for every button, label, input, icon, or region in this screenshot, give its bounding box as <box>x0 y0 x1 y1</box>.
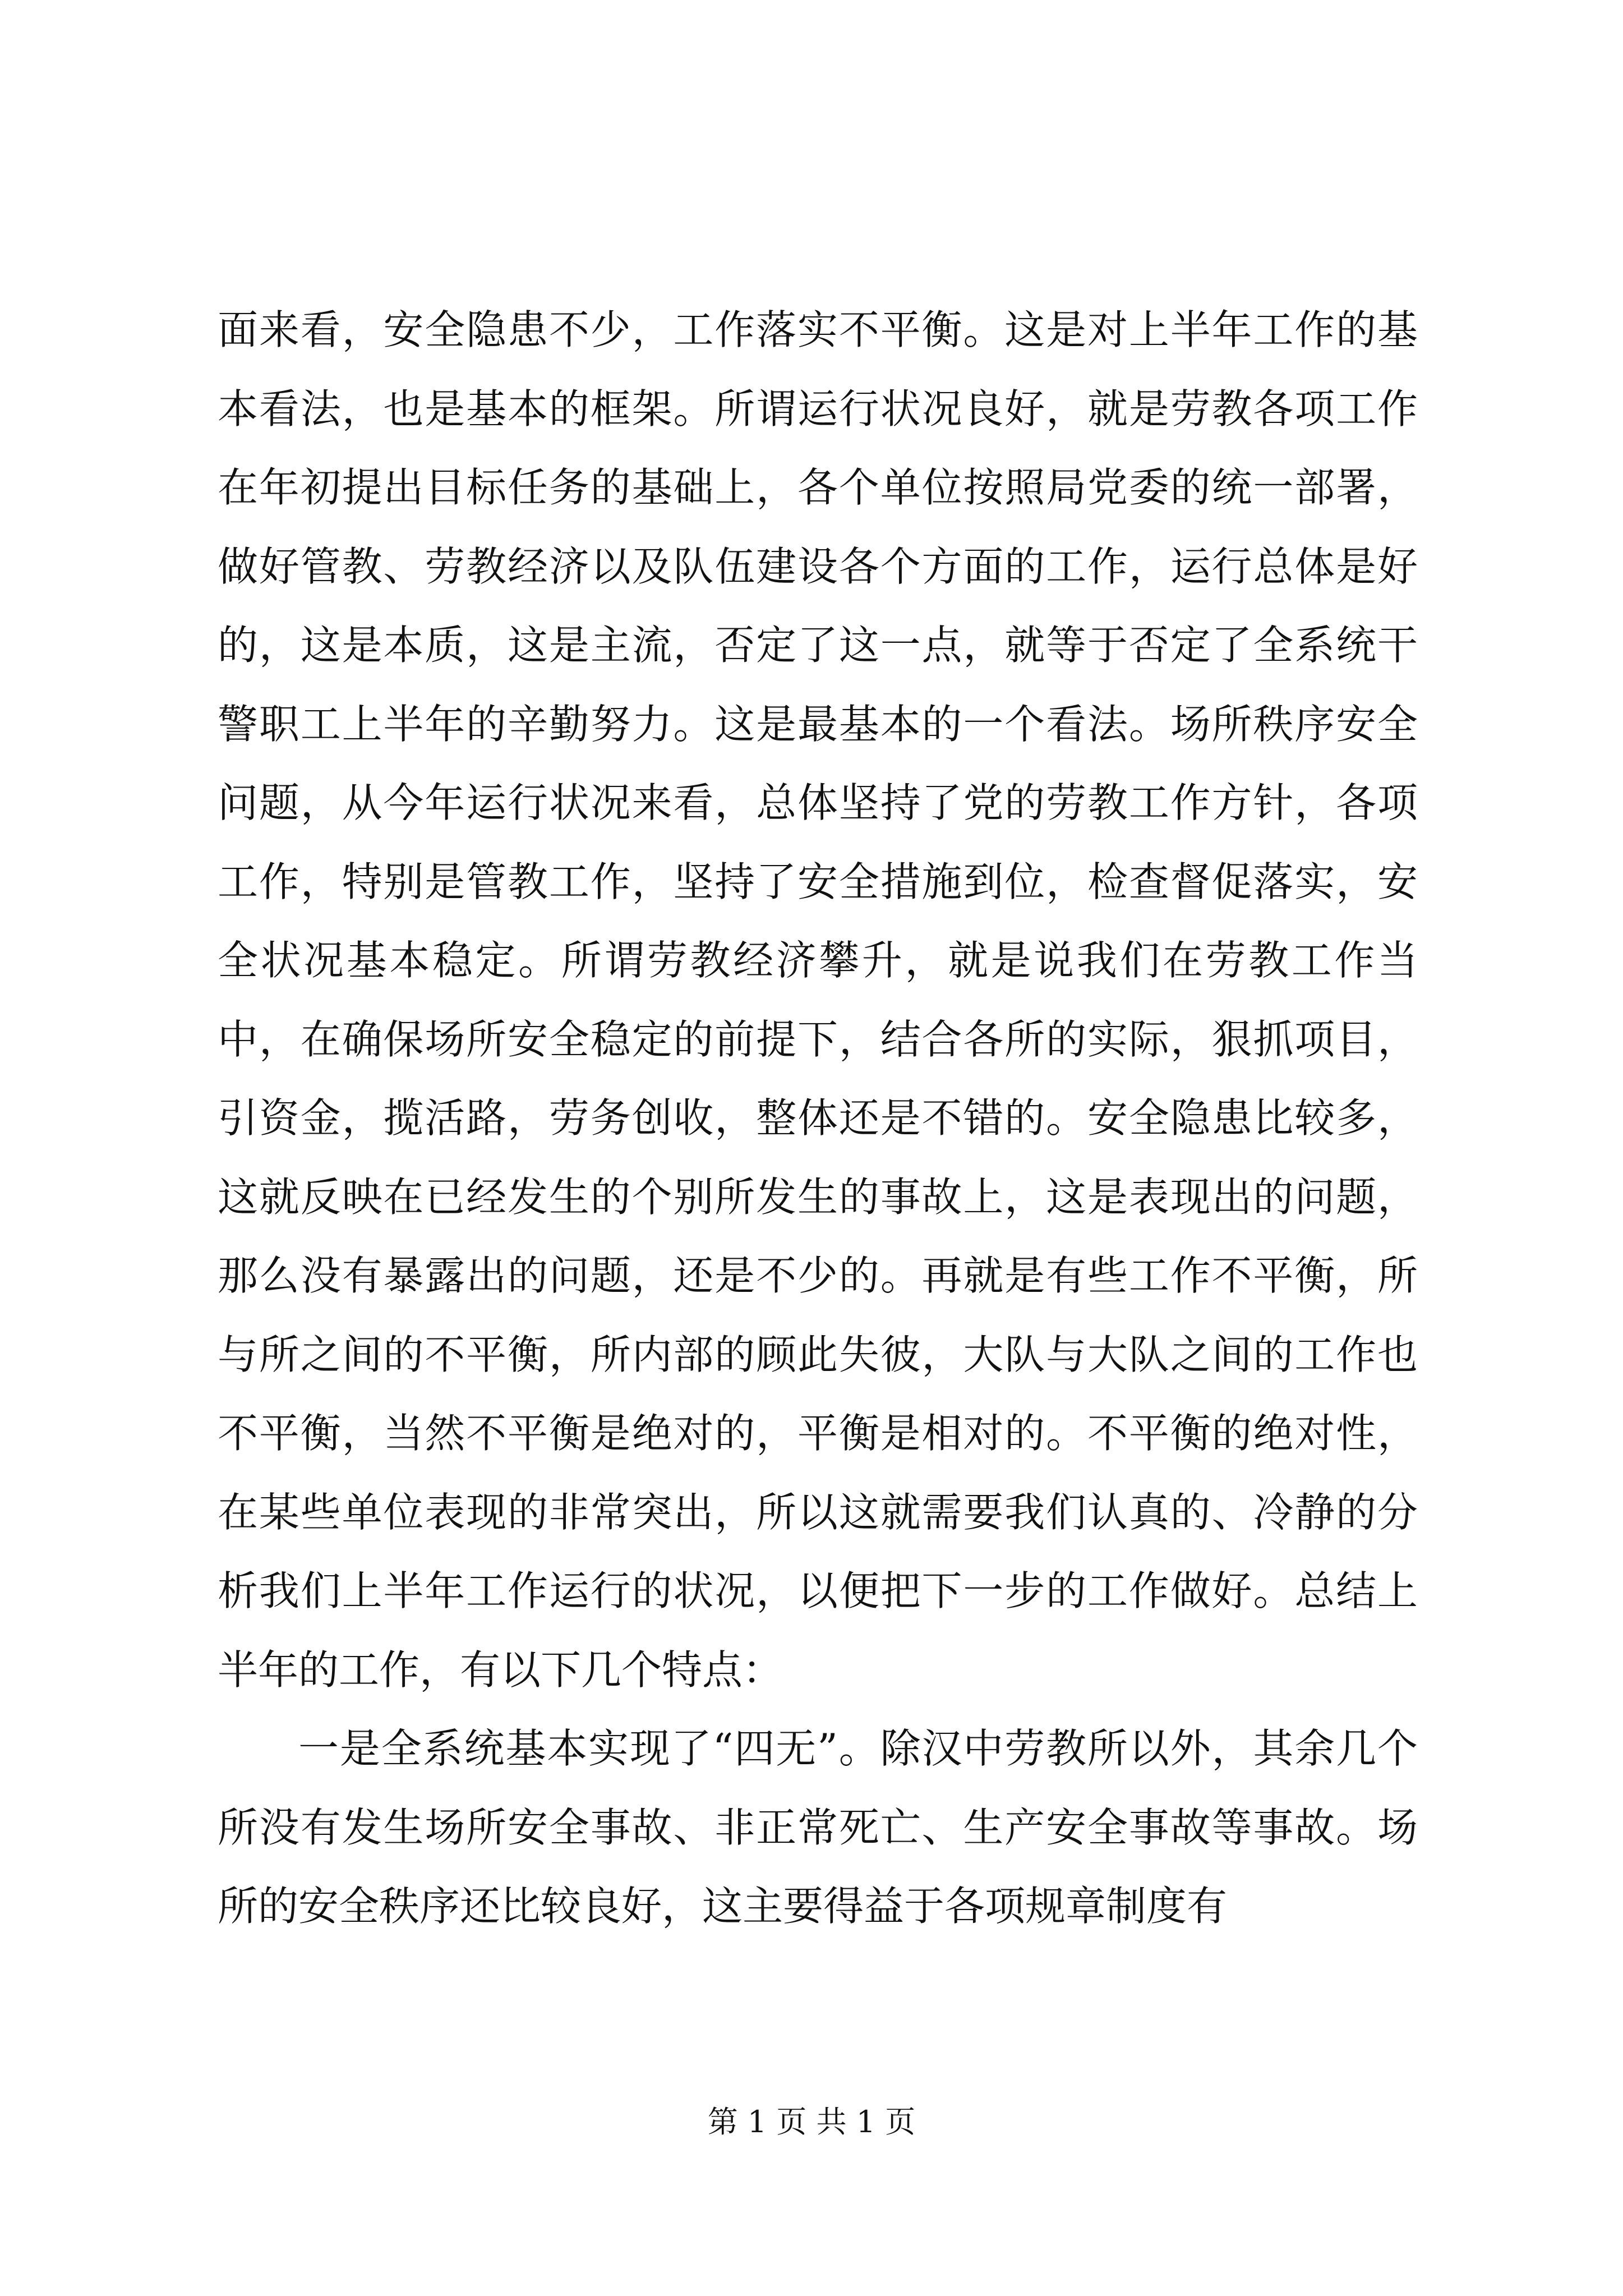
paragraph-first-point: 一是全系统基本实现了“四无”。除汉中劳教所以外，其余几个所没有发生场所安全事故、非正常死亡、生产安全事故等事故。场所的安全秩序还比较良好，这主要得益于各项规章制度有 <box>218 1725 1418 1930</box>
document-body <box>218 291 1418 1946</box>
paragraph-continued: 面来看，安全隐患不少，工作落实不平衡。这是对上半年工作的基本看法，也是基本的框架。所谓运行状况良好，就是劳教各项工作在年初提出目标任务的基础上，各个单位按照局党委的统一部署，做好管教、劳教经济以及队伍建设各个方面的工作，运行总体是好的，这是本质，这是主流，否定了这一点，就等于否定了全系统干警职工上半年的辛勤努力。这是最基本的一个看法。场所秩序安全问题，从今年运行状况来看，总体坚持了党的劳教工作方针，各项工作，特别是管教工作，坚持了安全措施到位，检查督促落实，安全状况基本稳定。所谓劳教经济攀升，就是说我们在劳教工作当中，在确保场所安全稳定的前提下，结合各所的实际，狠抓项目，引资金，揽活路，劳务创收，整体还是不错的。安全隐患比较多，这就反映在已经发生的个别所发生的事故上，这是表现出的问题，那么没有暴露出的问题，还是不少的。再就是有些工作不平衡，所与所之间的不平衡，所内部的顾此失彼，大队与大队之间的工作也不平衡，当然不平衡是绝对的，平衡是相对的。不平衡的绝对性，在某些单位表现的非常突出，所以这就需要我们认真的、冷静的分析我们上半年工作运行的状况，以便把下一步的工作做好。总结上半年的工作，有以下几个特点： <box>218 306 1418 1694</box>
page-footer: 第 1 页 共 1 页 <box>707 2104 916 2139</box>
